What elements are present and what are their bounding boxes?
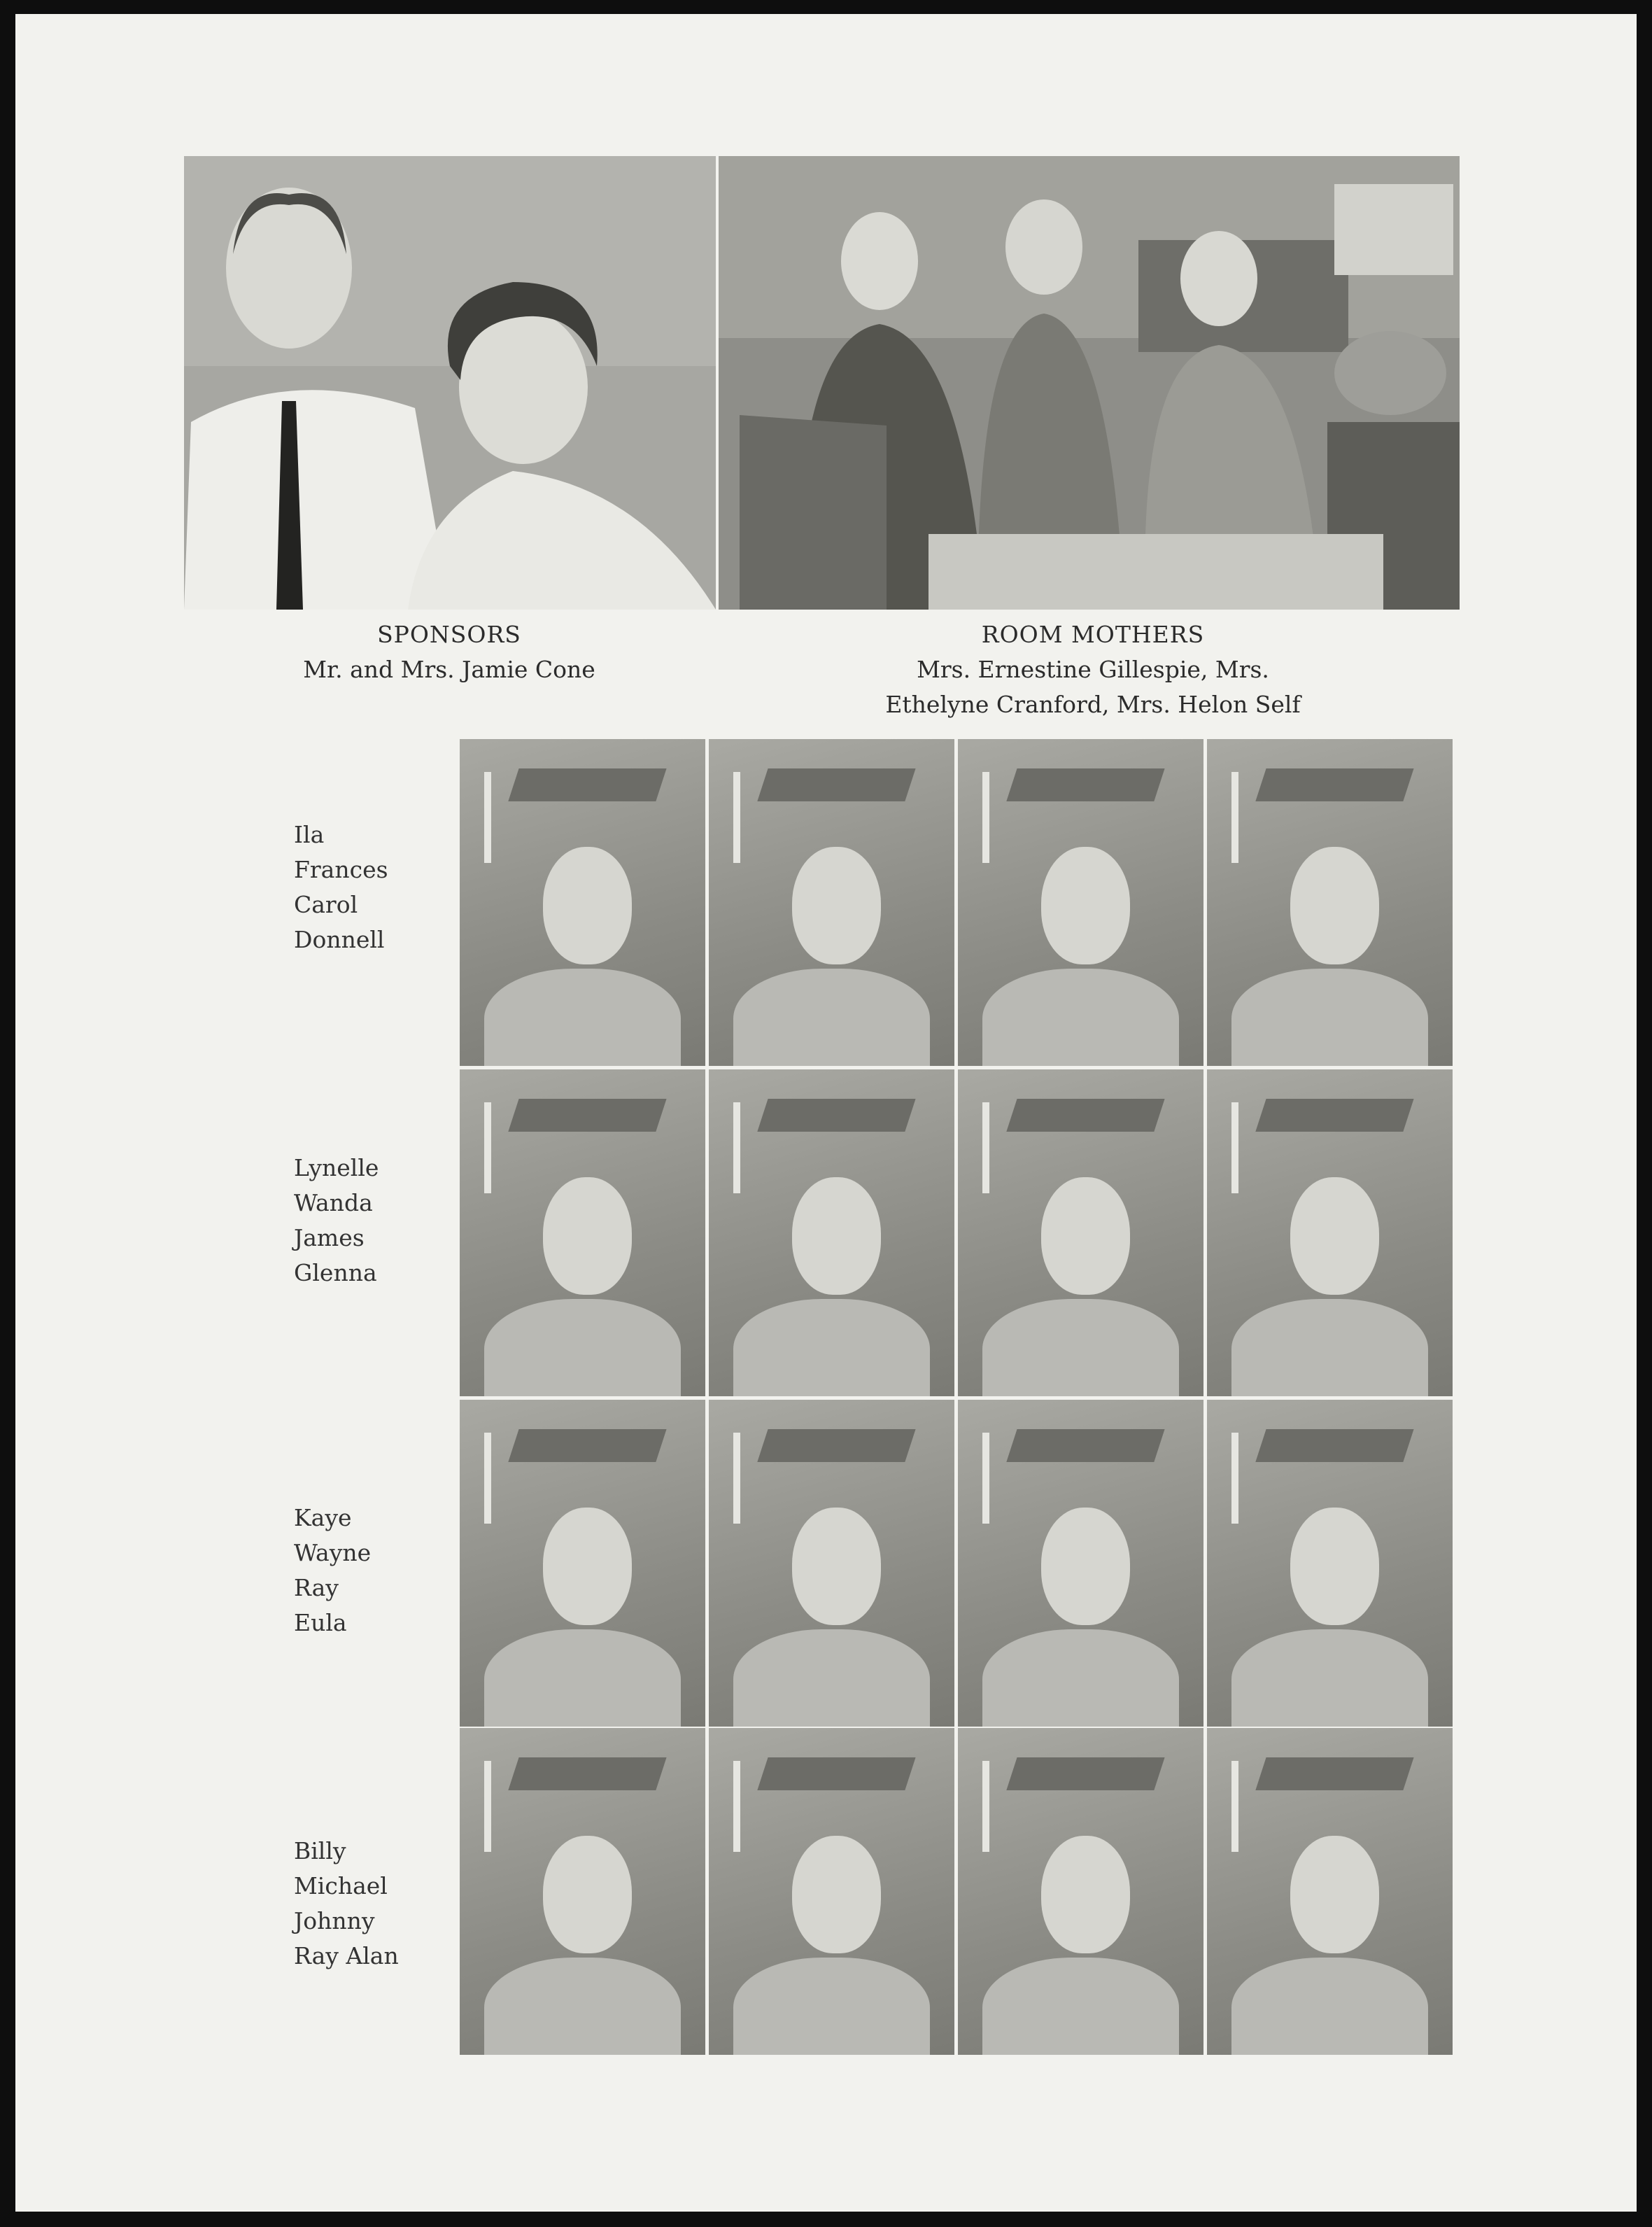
name-list-row-2 [294, 1151, 379, 1291]
room-mothers-heading: ROOM MOTHERS [981, 621, 1205, 648]
student-name: Carol [294, 891, 358, 918]
senior-portrait [1207, 1400, 1453, 1727]
senior-portrait [460, 1400, 705, 1727]
sponsors-photo [184, 156, 716, 610]
senior-portrait [460, 1069, 705, 1396]
senior-portrait [460, 739, 705, 1066]
student-name: Donnell [294, 926, 385, 953]
name-list-row-1 [294, 817, 388, 957]
name-list-row-4 [294, 1834, 399, 1974]
senior-portrait [709, 1728, 954, 2055]
student-name: Ray Alan [294, 1942, 399, 1969]
sponsors-names: Mr. and Mrs. Jamie Cone [303, 656, 595, 683]
room-mothers-line2: Ethelyne Cranford, Mrs. Helon Self [885, 691, 1301, 718]
yearbook-page [15, 14, 1637, 2212]
student-name: Lynelle [294, 1154, 379, 1181]
student-name: Ila [294, 821, 325, 848]
senior-portrait [1207, 1728, 1453, 2055]
senior-portrait [958, 739, 1203, 1066]
senior-portrait [958, 1728, 1203, 2055]
senior-portrait [958, 1400, 1203, 1727]
room-mothers-photo [719, 156, 1460, 610]
student-name: Ray [294, 1574, 339, 1601]
student-name: Wanda [294, 1189, 373, 1216]
student-name: Glenna [294, 1259, 377, 1286]
student-name: Frances [294, 856, 388, 883]
sponsors-heading: SPONSORS [377, 621, 521, 648]
senior-portrait [709, 1400, 954, 1727]
student-name: Eula [294, 1609, 347, 1636]
senior-portrait [958, 1069, 1203, 1396]
senior-portrait [1207, 739, 1453, 1066]
student-name: Johnny [294, 1907, 375, 1934]
senior-portrait [709, 739, 954, 1066]
room-mothers-caption [841, 617, 1345, 722]
senior-portrait [460, 1728, 705, 2055]
sponsors-caption [281, 617, 617, 687]
student-name: Kaye [294, 1504, 352, 1531]
student-name: James [294, 1224, 365, 1251]
senior-portrait [1207, 1069, 1453, 1396]
name-list-row-3 [294, 1501, 371, 1641]
senior-portrait [709, 1069, 954, 1396]
student-name: Michael [294, 1872, 388, 1899]
student-name: Billy [294, 1837, 346, 1864]
student-name: Wayne [294, 1539, 372, 1566]
room-mothers-line1: Mrs. Ernestine Gillespie, Mrs. [917, 656, 1269, 683]
portrait-grid [460, 739, 1462, 2055]
